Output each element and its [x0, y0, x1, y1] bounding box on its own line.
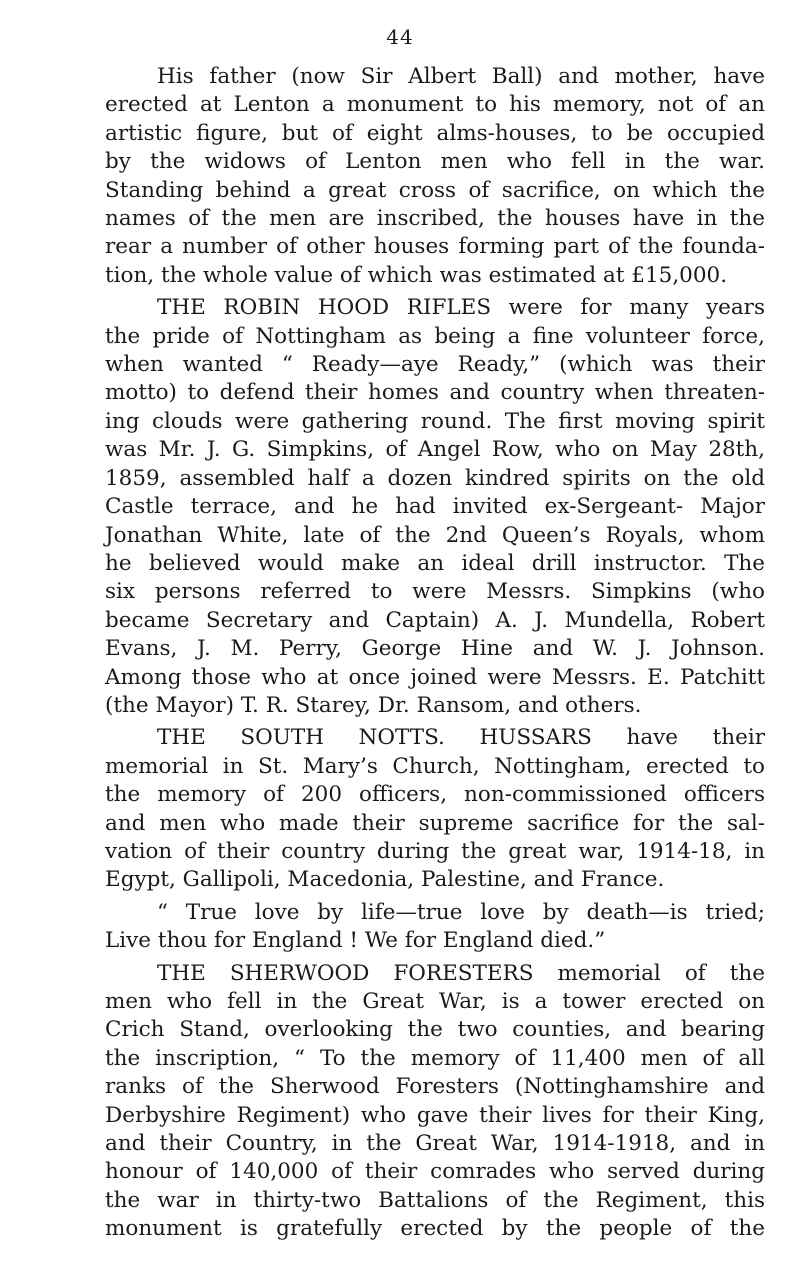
text-line: Jonathan White, late of the 2nd Queen’s Royals, whom	[105, 522, 765, 548]
text-line: honour of 140,000 of their comrades who served during	[105, 1159, 765, 1185]
text-line: THE SHERWOOD FORESTERS memorial of the	[157, 960, 765, 986]
text-line: rear a number of other houses forming part of the founda-	[105, 234, 765, 260]
text-line: artistic figure, but of eight alms-houses, to be occupied	[105, 120, 765, 146]
text-line: THE SOUTH NOTTS. HUSSARS have their	[157, 725, 765, 751]
text-line: the pride of Nottingham as being a fine volunteer force,	[105, 323, 765, 349]
text-line: Live thou for England ! We for England died.”	[105, 928, 606, 954]
text-line: was Mr. J. G. Simpkins, of Angel Row, who on May 28th,	[105, 437, 765, 463]
text-line: Crich Stand, overlooking the two counties, and bearing	[105, 1017, 765, 1043]
paragraph-sherwood-foresters	[105, 960, 765, 1244]
paragraph-verse-quotation	[105, 899, 765, 956]
text-line: Among those who at once joined were Messrs. E. Patchitt	[105, 664, 765, 690]
text-line: memorial in St. Mary’s Church, Nottingham, erected to	[105, 753, 765, 779]
text-line: when wanted “ Ready—aye Ready,” (which was their	[105, 352, 765, 378]
text-line: tion, the whole value of which was estimated at £15,000.	[105, 262, 728, 288]
text-line: ing clouds were gathering round. The first moving spirit	[105, 408, 765, 434]
text-line: motto) to defend their homes and country when threaten-	[105, 380, 765, 406]
paragraph-robin-hood-rifles	[105, 294, 765, 720]
text-line: His father (now Sir Albert Ball) and mother, have	[157, 64, 765, 89]
text-line: the memory of 200 officers, non-commissioned officers	[105, 782, 765, 808]
page-number: 44	[386, 25, 414, 49]
text-line: “ True love by life—true love by death—is tried;	[157, 899, 765, 925]
text-line: THE ROBIN HOOD RIFLES were for many years	[157, 295, 765, 321]
text-line: erected at Lenton a monument to his memory, not of an	[105, 92, 765, 118]
text-line: six persons referred to were Messrs. Simpkins (who	[105, 579, 765, 605]
text-line: ranks of the Sherwood Foresters (Nottinghamshire and	[105, 1074, 765, 1100]
text-line: the war in thirty-two Battalions of the Regiment, this	[105, 1187, 765, 1213]
text-line: 1859, assembled half a dozen kindred spirits on the old	[105, 465, 765, 491]
text-line: became Secretary and Captain) A. J. Mundella, Robert	[105, 607, 765, 633]
text-line: men who fell in the Great War, is a tower erected on	[105, 989, 765, 1014]
text-line: and their Country, in the Great War, 1914-1918, and in	[105, 1131, 765, 1157]
body-text	[105, 63, 765, 1244]
paragraph-south-notts-hussars	[105, 724, 765, 894]
text-line: monument is gratefully erected by the people of the	[105, 1216, 765, 1242]
text-line: names of the men are inscribed, the houses have in the	[105, 206, 765, 232]
text-line: Standing behind a great cross of sacrifice, on which the	[105, 177, 765, 203]
text-line: Egypt, Gallipoli, Macedonia, Palestine, and France.	[105, 867, 665, 893]
text-line: Evans, J. M. Perry, George Hine and W. J. Johnson.	[105, 636, 765, 662]
paragraph-ball-memorial	[105, 63, 765, 290]
text-line: Derbyshire Regiment) who gave their lives for their King,	[105, 1102, 765, 1128]
text-line: and men who made their supreme sacrifice for the sal-	[105, 810, 765, 836]
text-line: by the widows of Lenton men who fell in the war.	[105, 149, 765, 175]
text-line: vation of their country during the great war, 1914-18, in	[105, 838, 765, 864]
text-line: the inscription, “ To the memory of 11,400 men of all	[105, 1045, 765, 1071]
text-line: (the Mayor) T. R. Starey, Dr. Ransom, and others.	[105, 692, 642, 718]
text-line: Castle terrace, and he had invited ex-Sergeant- Major	[105, 494, 765, 520]
text-line: he believed would make an ideal drill instructor. The	[105, 550, 765, 576]
